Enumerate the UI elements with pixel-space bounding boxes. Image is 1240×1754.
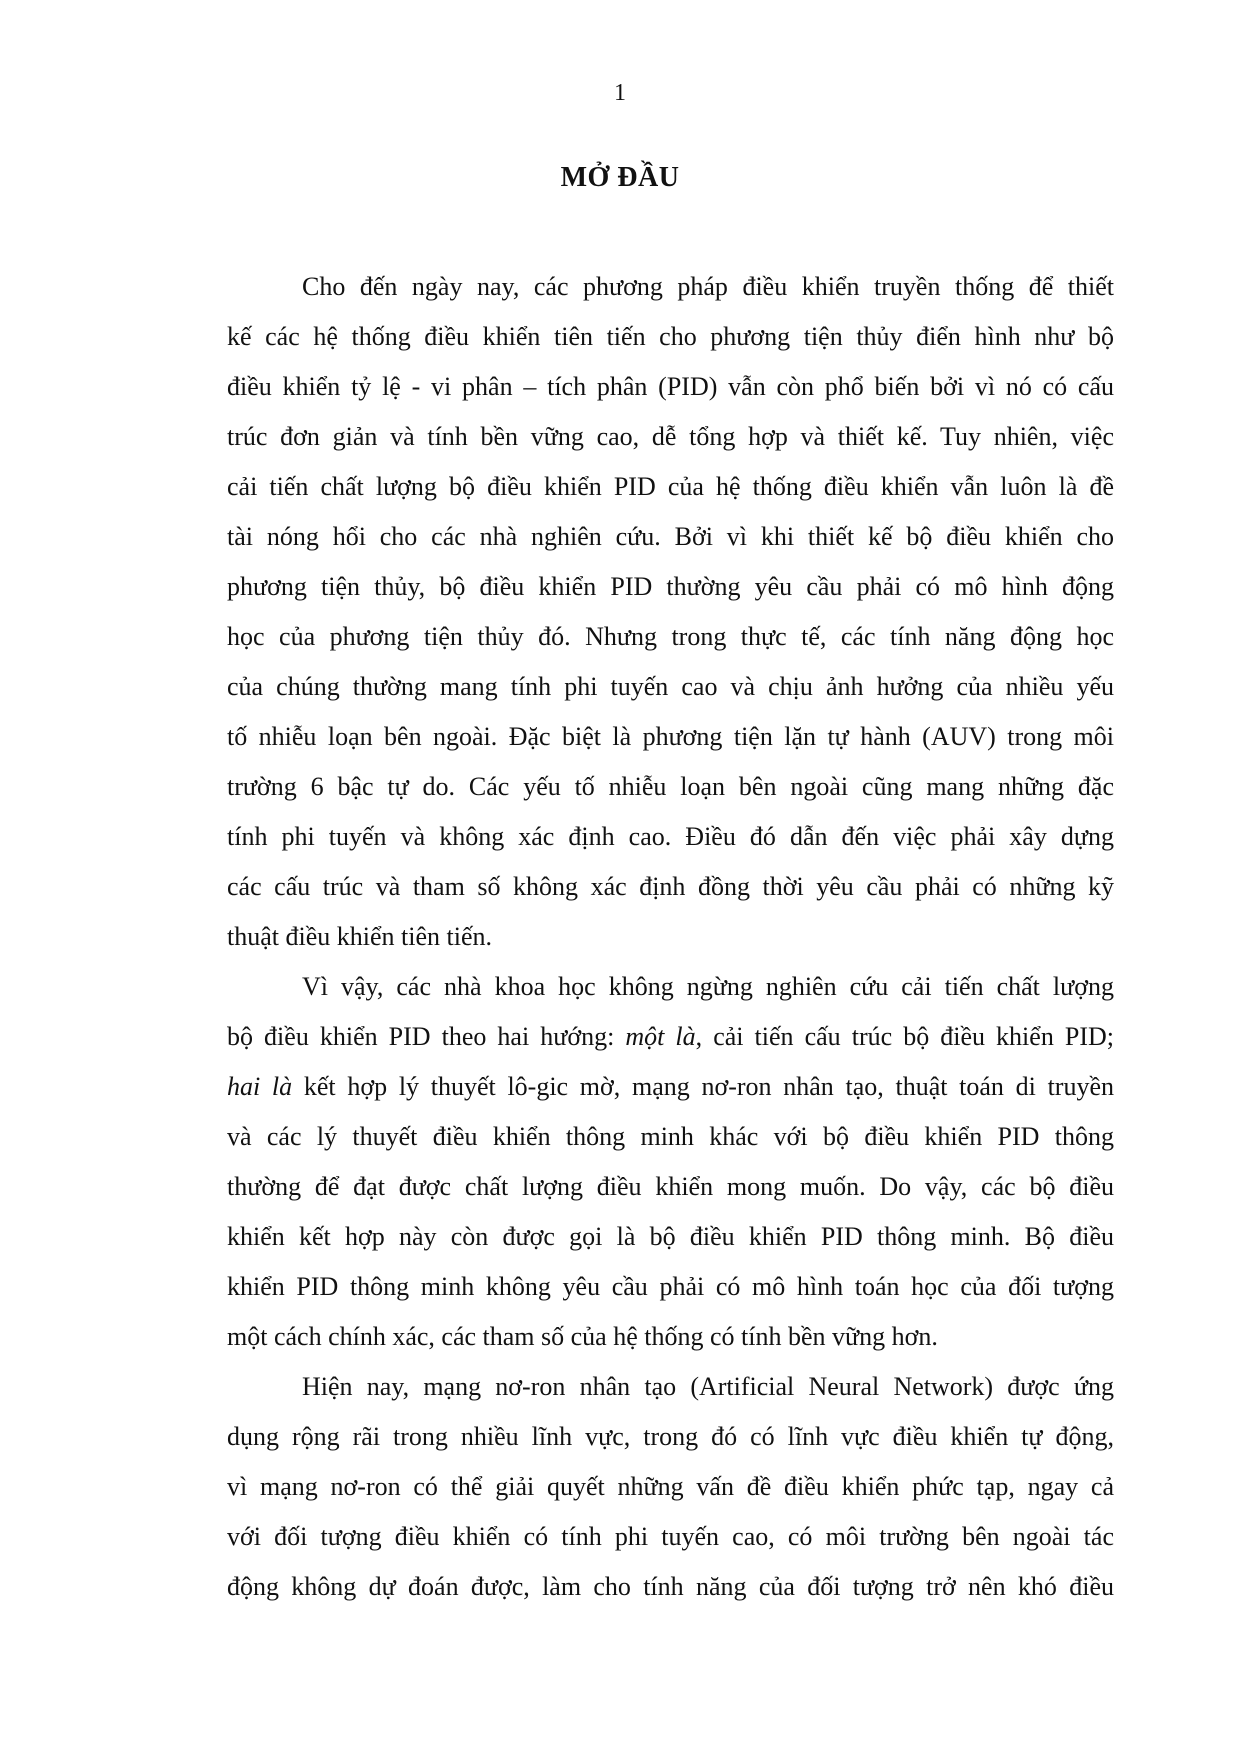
- paragraph-3: [227, 1362, 1114, 1612]
- text-line: [227, 1012, 1114, 1062]
- page-number: 1: [614, 80, 626, 106]
- text-line: khiển PID thông minh không yêu cầu phải có mô hình toán học của đối tượng: [227, 1272, 1114, 1301]
- text-run: kết hợp lý thuyết lô-gic mờ, mạng nơ-ron nhân tạo, thuật toán di truyền: [292, 1072, 1115, 1101]
- text-run: , cải tiến cấu trúc bộ điều khiển PID;: [695, 1022, 1114, 1051]
- text-line: tính phi tuyến và không xác định cao. Điều đó dẫn đến việc phải xây dựng: [227, 822, 1114, 851]
- text-line: điều khiển tỷ lệ - vi phân – tích phân (PID) vẫn còn phổ biến bởi vì nó có cấu: [227, 372, 1114, 401]
- text-line: khiển kết hợp này còn được gọi là bộ điều khiển PID thông minh. Bộ điều: [227, 1222, 1114, 1251]
- text-line: tố nhiễu loạn bên ngoài. Đặc biệt là phương tiện lặn tự hành (AUV) trong môi: [227, 722, 1114, 751]
- text-line: vì mạng nơ-ron có thể giải quyết những vấn đề điều khiển phức tạp, ngay cả: [227, 1472, 1114, 1501]
- text-line: thường để đạt được chất lượng điều khiển mong muốn. Do vậy, các bộ điều: [227, 1172, 1114, 1201]
- text-line: dụng rộng rãi trong nhiều lĩnh vực, trong đó có lĩnh vực điều khiển tự động,: [227, 1422, 1114, 1451]
- text-line: cải tiến chất lượng bộ điều khiển PID của hệ thống điều khiển vẫn luôn là đề: [227, 472, 1114, 501]
- text-line: tài nóng hổi cho các nhà nghiên cứu. Bởi vì khi thiết kế bộ điều khiển cho: [227, 522, 1114, 551]
- text-line: [227, 1062, 1114, 1112]
- text-line: Cho đến ngày nay, các phương pháp điều khiển truyền thống để thiết: [302, 272, 1114, 301]
- text-line: trúc đơn giản và tính bền vững cao, dễ tổng hợp và thiết kế. Tuy nhiên, việc: [227, 422, 1114, 451]
- text-line: Hiện nay, mạng nơ-ron nhân tạo (Artificial Neural Network) được ứng: [302, 1372, 1114, 1401]
- text-line: của chúng thường mang tính phi tuyến cao và chịu ảnh hưởng của nhiều yếu: [227, 672, 1114, 701]
- emphasis-text: một là: [625, 1022, 696, 1051]
- text-line: trường 6 bậc tự do. Các yếu tố nhiễu loạn bên ngoài cũng mang những đặc: [227, 772, 1114, 801]
- body-text: [227, 262, 1114, 1612]
- section-heading: MỞ ĐẦU: [560, 162, 680, 193]
- text-line: học của phương tiện thủy đó. Nhưng trong thực tế, các tính năng động học: [227, 622, 1114, 651]
- paragraph-1: [227, 262, 1114, 962]
- text-line: phương tiện thủy, bộ điều khiển PID thường yêu cầu phải có mô hình động: [227, 572, 1114, 601]
- text-line: với đối tượng điều khiển có tính phi tuyến cao, có môi trường bên ngoài tác: [227, 1522, 1114, 1551]
- paragraph-2: [227, 962, 1114, 1362]
- emphasis-text: hai là: [227, 1072, 293, 1101]
- text-run: bộ điều khiển PID theo hai hướng:: [227, 1022, 626, 1051]
- text-line: và các lý thuyết điều khiển thông minh khác với bộ điều khiển PID thông: [227, 1122, 1114, 1151]
- text-line: kế các hệ thống điều khiển tiên tiến cho phương tiện thủy điển hình như bộ: [227, 322, 1114, 351]
- text-line: thuật điều khiển tiên tiến.: [227, 922, 492, 951]
- text-line: Vì vậy, các nhà khoa học không ngừng nghiên cứu cải tiến chất lượng: [302, 972, 1114, 1001]
- text-line: động không dự đoán được, làm cho tính năng của đối tượng trở nên khó điều: [227, 1572, 1114, 1601]
- text-line: các cấu trúc và tham số không xác định đồng thời yêu cầu phải có những kỹ: [227, 872, 1114, 901]
- text-line: một cách chính xác, các tham số của hệ thống có tính bền vững hơn.: [227, 1322, 938, 1351]
